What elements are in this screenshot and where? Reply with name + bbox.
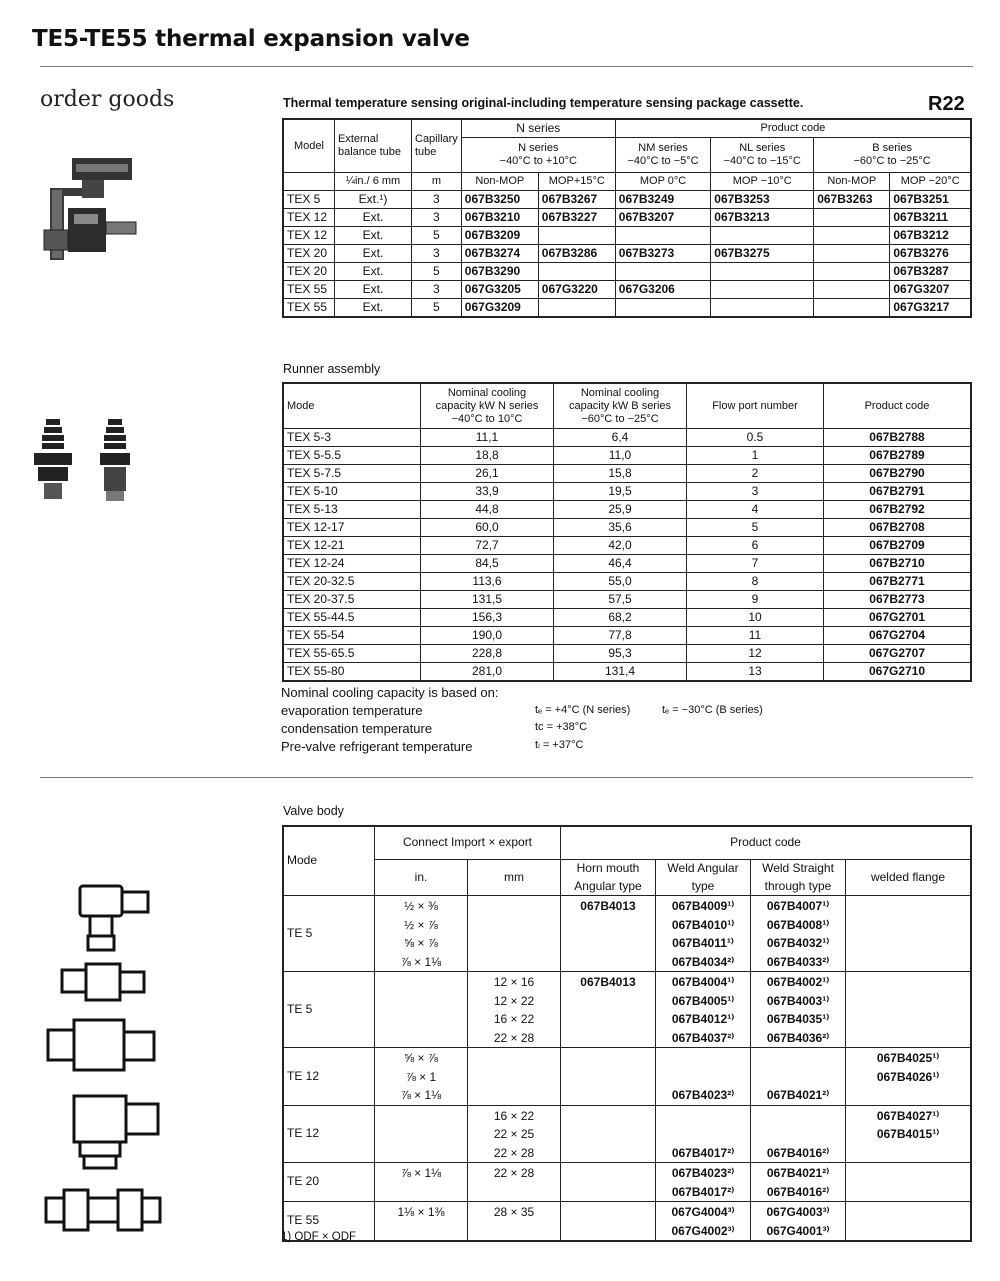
vb-mm-cell: 28 × 35 [468,1202,561,1242]
note-pre: Pre-valve refrigerant temperature [281,739,473,754]
tex-valve-drawing [30,150,140,280]
flow-port-cell: 12 [687,645,824,663]
product-code-cell: 067B3276 [890,245,971,263]
vb-weld-angular-cell: 067G4004³⁾ 067G4002³⁾ [656,1202,751,1242]
table-row [283,627,971,645]
product-code-cell [615,227,710,245]
vb-mode-cell: TE 12 [283,1048,375,1106]
vb-horn-cell [561,1163,656,1202]
col-external: External balance tube [335,119,412,173]
table-row [283,447,971,465]
n-series-range: −40°C to +10°C [499,155,577,167]
vb-mm-cell: 12 × 16 12 × 22 16 × 22 22 × 28 [468,972,561,1048]
n-series-head [461,138,615,173]
runner-mode-cell: TEX 55-44.5 [283,609,421,627]
product-code-cell: 067B3213 [711,209,814,227]
b-cap-line1: Nominal cooling [580,386,660,399]
flow-port-cell: 13 [687,663,824,682]
table-row [283,501,971,519]
b-series-label: B series [872,142,912,154]
table-row [283,573,971,591]
b-capacity-cell: 42,0 [554,537,687,555]
vb-horn-cell [561,1202,656,1242]
runner-product-cell: 067B2788 [824,429,972,447]
runner-product-cell: 067B2710 [824,555,972,573]
b-series-range: −60°C to −25°C [853,155,931,167]
nl-series-head [711,138,814,173]
valve-body-rows [283,896,971,1242]
table-row [283,191,971,209]
table-row [283,663,971,682]
vb-horn-cell [561,1105,656,1163]
r22-caption: Thermal temperature sensing original-including temperature sensing package cassette. [283,96,804,110]
product-code-cell [711,263,814,281]
table-row [283,1048,971,1106]
col-mop-0: MOP 0°C [615,173,710,191]
product-code-cell: 067B3253 [711,191,814,209]
runner-mode-cell: TEX 55-80 [283,663,421,682]
n-capacity-cell: 113,6 [421,573,554,591]
runner-assembly-drawing [28,415,148,515]
product-code-cell: 067G3217 [890,299,971,318]
vb-mm-cell [468,1048,561,1106]
table-row [283,609,971,627]
nm-series-head [615,138,710,173]
pre-value: tₗ = +37°C [535,739,584,751]
product-code-cell: 067B3212 [890,227,971,245]
capillary-cell: 3 [412,209,462,227]
footnote: 1) ODF × ODF [281,1231,357,1243]
vb-flange-cell [846,1163,972,1202]
vb-col-flange: welded flange [846,860,972,896]
nl-series-range: −40°C to −15°C [723,155,801,167]
col-non-mop: Non-MOP [461,173,538,191]
vb-flange-cell [846,896,972,972]
model-cell: TEX 55 [283,281,335,299]
product-code-cell: 067B3287 [890,263,971,281]
product-code-cell: 067B3267 [538,191,615,209]
runner-mode-cell: TEX 5-3 [283,429,421,447]
runner-mode-cell: TEX 5-13 [283,501,421,519]
b-capacity-cell: 131,4 [554,663,687,682]
col-b-non-mop: Non-MOP [814,173,890,191]
flow-port-cell: 4 [687,501,824,519]
n-capacity-cell: 44,8 [421,501,554,519]
b-capacity-cell: 25,9 [554,501,687,519]
model-cell: TEX 55 [283,299,335,318]
product-code-cell [615,263,710,281]
runner-table [282,382,972,682]
b-capacity-cell: 68,2 [554,609,687,627]
runner-product-cell: 067G2710 [824,663,972,682]
b-capacity-cell: 6,4 [554,429,687,447]
vb-in-cell: ⅞ × 1⅛ [375,1163,468,1202]
col-mop-20: MOP −20°C [890,173,971,191]
product-code-cell: 067B3210 [461,209,538,227]
b-capacity-cell: 57,5 [554,591,687,609]
runner-mode-cell: TEX 20-32.5 [283,573,421,591]
external-cell: Ext. [335,245,412,263]
mid-divider [40,777,973,778]
capillary-cell: 3 [412,191,462,209]
valve-body-table [282,825,972,1242]
product-code-cell: 067B3250 [461,191,538,209]
flow-port-cell: 5 [687,519,824,537]
vb-mode-cell: TE 20 [283,1163,375,1202]
table-row [283,483,971,501]
vb-mode-cell: TE 5 [283,972,375,1048]
valve-body-drawings [40,880,170,1240]
model-cell: TEX 12 [283,209,335,227]
product-code-cell [814,227,890,245]
runner-product-cell: 067B2789 [824,447,972,465]
n-capacity-cell: 281,0 [421,663,554,682]
model-cell: TEX 5 [283,191,335,209]
n-capacity-cell: 156,3 [421,609,554,627]
capillary-cell: 3 [412,245,462,263]
vb-in-cell [375,972,468,1048]
runner-product-cell: 067G2701 [824,609,972,627]
b-capacity-cell: 35,6 [554,519,687,537]
b-capacity-cell: 15,8 [554,465,687,483]
runner-mode-cell: TEX 20-37.5 [283,591,421,609]
evap-b-value: tₑ = −30°C (B series) [662,704,763,716]
nm-series-range: −40°C to −5°C [627,155,699,167]
vb-mm-cell [468,896,561,972]
table-row [283,537,971,555]
external-cell: Ext. [335,209,412,227]
product-code-cell [615,299,710,318]
table-row [283,896,971,972]
b-capacity-cell: 11,0 [554,447,687,465]
unit-cap: m [412,173,462,191]
product-code-cell [814,281,890,299]
vb-col-horn: Horn mouth Angular type [561,860,656,896]
product-code-cell: 067B3286 [538,245,615,263]
product-code-head: Product code [615,119,971,138]
runner-product-cell: 067G2704 [824,627,972,645]
vb-horn-cell [561,1048,656,1106]
runner-col-mode: Mode [283,383,421,429]
table-row [283,227,971,245]
b-capacity-cell: 55,0 [554,573,687,591]
runner-product-cell: 067B2792 [824,501,972,519]
table-row [283,245,971,263]
runner-product-cell: 067B2791 [824,483,972,501]
unit-ext: ¼in./ 6 mm [335,173,412,191]
product-code-cell: 067B3251 [890,191,971,209]
vb-mm-cell: 16 × 22 22 × 25 22 × 28 [468,1105,561,1163]
table-row [283,555,971,573]
external-cell: Ext. [335,281,412,299]
product-code-cell [711,281,814,299]
vb-col-mm: mm [468,860,561,896]
capillary-cell: 5 [412,227,462,245]
product-code-cell: 067B3274 [461,245,538,263]
vb-in-cell: ½ × ⅜ ½ × ⅞ ⅝ × ⅞ ⅞ × 1⅛ [375,896,468,972]
runner-product-cell: 067B2773 [824,591,972,609]
b-capacity-cell: 95,3 [554,645,687,663]
runner-mode-cell: TEX 5-7.5 [283,465,421,483]
runner-col-b-cap [554,383,687,429]
notes-title: Nominal cooling capacity is based on: [281,685,499,700]
vb-weld-angular-cell: 067B4009¹⁾ 067B4010¹⁾ 067B4011¹⁾ 067B4034²⁾ [656,896,751,972]
product-code-cell: 067G3205 [461,281,538,299]
runner-col-n-cap [421,383,554,429]
product-code-cell [814,209,890,227]
note-evap: evaporation temperature [281,703,423,718]
flow-port-cell: 3 [687,483,824,501]
table-row [283,465,971,483]
runner-col-flow: Flow port number [687,383,824,429]
col-model: Model [283,119,335,173]
flow-port-cell: 11 [687,627,824,645]
n-capacity-cell: 60,0 [421,519,554,537]
vb-in-cell: ⅝ × ⅞ ⅞ × 1 ⅞ × 1⅛ [375,1048,468,1106]
flow-port-cell: 10 [687,609,824,627]
vb-weld-angular-cell: 067B4004¹⁾ 067B4005¹⁾ 067B4012¹⁾ 067B4037²⁾ [656,972,751,1048]
flow-port-cell: 7 [687,555,824,573]
product-code-cell: 067B3273 [615,245,710,263]
product-code-cell: 067B3211 [890,209,971,227]
vb-col-in: in. [375,860,468,896]
vb-mode-cell: TE 5 [283,896,375,972]
n-capacity-cell: 18,8 [421,447,554,465]
vb-horn-cell: 067B4013 [561,896,656,972]
n-capacity-cell: 11,1 [421,429,554,447]
vb-col-mode: Mode [283,826,375,896]
col-mop-10: MOP −10°C [711,173,814,191]
n-capacity-cell: 26,1 [421,465,554,483]
runner-col-product: Product code [824,383,972,429]
capillary-cell: 5 [412,263,462,281]
product-code-cell: 067G3209 [461,299,538,318]
col-mop-15: MOP+15°C [538,173,615,191]
vb-col-weld-angular: Weld Angular type [656,860,751,896]
vb-mm-cell: 22 × 28 [468,1163,561,1202]
vb-weld-straight-cell: 067B4021²⁾ 067B4016²⁾ [751,1163,846,1202]
product-code-cell: 067B3290 [461,263,538,281]
flow-port-cell: 9 [687,591,824,609]
product-code-cell: 067B3227 [538,209,615,227]
r22-order-table [282,118,972,318]
col-capillary: Capillary tube [412,119,462,173]
runner-rows [283,429,971,682]
n-capacity-cell: 131,5 [421,591,554,609]
b-cap-line3: −60°C to −25°C [581,412,659,425]
n-cap-line3: −40°C to 10°C [451,412,523,425]
runner-product-cell: 067B2709 [824,537,972,555]
n-capacity-cell: 33,9 [421,483,554,501]
product-code-cell [711,227,814,245]
runner-caption: Runner assembly [283,362,381,376]
product-code-cell: 067B3249 [615,191,710,209]
product-code-cell: 067B3209 [461,227,538,245]
n-capacity-cell: 84,5 [421,555,554,573]
external-cell: Ext. [335,263,412,281]
refrigerant-label: R22 [928,93,965,115]
vb-weld-angular-cell: 067B4023²⁾ 067B4017²⁾ [656,1163,751,1202]
vb-weld-straight-cell: 067B4021²⁾ [751,1048,846,1106]
evap-n-value: tₑ = +4°C (N series) [535,704,631,716]
runner-mode-cell: TEX 55-65.5 [283,645,421,663]
note-cond: condensation temperature [281,721,433,736]
table-row [283,645,971,663]
vb-horn-cell: 067B4013 [561,972,656,1048]
product-code-cell: 067B3263 [814,191,890,209]
vb-flange-cell [846,1202,972,1242]
nm-series-label: NM series [638,142,688,154]
product-code-cell: 067B3207 [615,209,710,227]
table-row [283,429,971,447]
product-code-cell [814,299,890,318]
b-capacity-cell: 46,4 [554,555,687,573]
external-cell: Ext.¹) [335,191,412,209]
vb-col-weld-straight: Weld Straight through type [751,860,846,896]
r22-rows [283,191,971,318]
model-cell: TEX 20 [283,245,335,263]
runner-mode-cell: TEX 12-24 [283,555,421,573]
runner-product-cell: 067B2790 [824,465,972,483]
cond-value: tᴄ = +38°C [535,721,588,733]
flow-port-cell: 8 [687,573,824,591]
product-code-cell [538,263,615,281]
vb-mode-cell: TE 12 [283,1105,375,1163]
n-capacity-cell: 72,7 [421,537,554,555]
table-row [283,519,971,537]
nl-series-label: NL series [739,142,786,154]
vb-flange-cell: 067B4027¹⁾ 067B4015¹⁾ [846,1105,972,1163]
vb-flange-cell: 067B4025¹⁾ 067B4026¹⁾ [846,1048,972,1106]
vb-weld-angular-cell: 067B4017²⁾ [656,1105,751,1163]
vb-col-product: Product code [561,826,972,860]
product-code-cell [814,245,890,263]
b-series-head [814,138,971,173]
n-capacity-cell: 228,8 [421,645,554,663]
table-row [283,1105,971,1163]
model-cell: TEX 12 [283,227,335,245]
section-label: order goods [40,87,175,112]
runner-mode-cell: TEX 5-10 [283,483,421,501]
page-title: TE5-TE55 thermal expansion valve [32,26,470,52]
table-row [283,1202,971,1242]
table-row [283,281,971,299]
vb-weld-straight-cell: 067B4016²⁾ [751,1105,846,1163]
product-code-cell [814,263,890,281]
product-code-cell: 067B3275 [711,245,814,263]
flow-port-cell: 0.5 [687,429,824,447]
flow-port-cell: 1 [687,447,824,465]
n-series-label: N series [518,142,559,154]
table-row [283,263,971,281]
product-code-cell [538,227,615,245]
model-cell: TEX 20 [283,263,335,281]
product-code-cell: 067G3220 [538,281,615,299]
runner-mode-cell: TEX 5-5.5 [283,447,421,465]
flow-port-cell: 2 [687,465,824,483]
n-cap-line2: capacity kW N series [435,399,539,412]
product-code-cell: 067G3207 [890,281,971,299]
valve-body-caption: Valve body [283,804,344,818]
vb-col-connect: Connect Import × export [375,826,561,860]
external-cell: Ext. [335,299,412,318]
vb-weld-angular-cell: 067B4023²⁾ [656,1048,751,1106]
table-row [283,209,971,227]
n-capacity-cell: 190,0 [421,627,554,645]
product-code-cell [711,299,814,318]
n-series-top: N series [461,119,615,138]
vb-flange-cell [846,972,972,1048]
product-code-cell [538,299,615,318]
runner-product-cell: 067G2707 [824,645,972,663]
b-cap-line2: capacity kW B series [568,399,672,412]
capillary-cell: 5 [412,299,462,318]
runner-mode-cell: TEX 12-17 [283,519,421,537]
vb-in-cell: 1⅛ × 1⅜ [375,1202,468,1242]
product-code-cell: 067G3206 [615,281,710,299]
vb-weld-straight-cell: 067B4007¹⁾ 067B4008¹⁾ 067B4032¹⁾ 067B4033²⁾ [751,896,846,972]
external-cell: Ext. [335,227,412,245]
table-row [283,1163,971,1202]
unit-model-blank [283,173,335,191]
runner-mode-cell: TEX 12-21 [283,537,421,555]
vb-weld-straight-cell: 067B4002¹⁾ 067B4003¹⁾ 067B4035¹⁾ 067B4036²⁾ [751,972,846,1048]
table-row [283,972,971,1048]
table-row [283,299,971,318]
table-row [283,591,971,609]
runner-product-cell: 067B2771 [824,573,972,591]
vb-mode-cell: TE 55 [283,1202,375,1242]
vb-in-cell [375,1105,468,1163]
capacity-notes [281,684,499,756]
vb-weld-straight-cell: 067G4003³⁾ 067G4001³⁾ [751,1202,846,1242]
b-capacity-cell: 19,5 [554,483,687,501]
top-divider [40,66,973,67]
b-capacity-cell: 77,8 [554,627,687,645]
flow-port-cell: 6 [687,537,824,555]
n-cap-line1: Nominal cooling [447,386,527,399]
capillary-cell: 3 [412,281,462,299]
runner-product-cell: 067B2708 [824,519,972,537]
runner-mode-cell: TEX 55-54 [283,627,421,645]
